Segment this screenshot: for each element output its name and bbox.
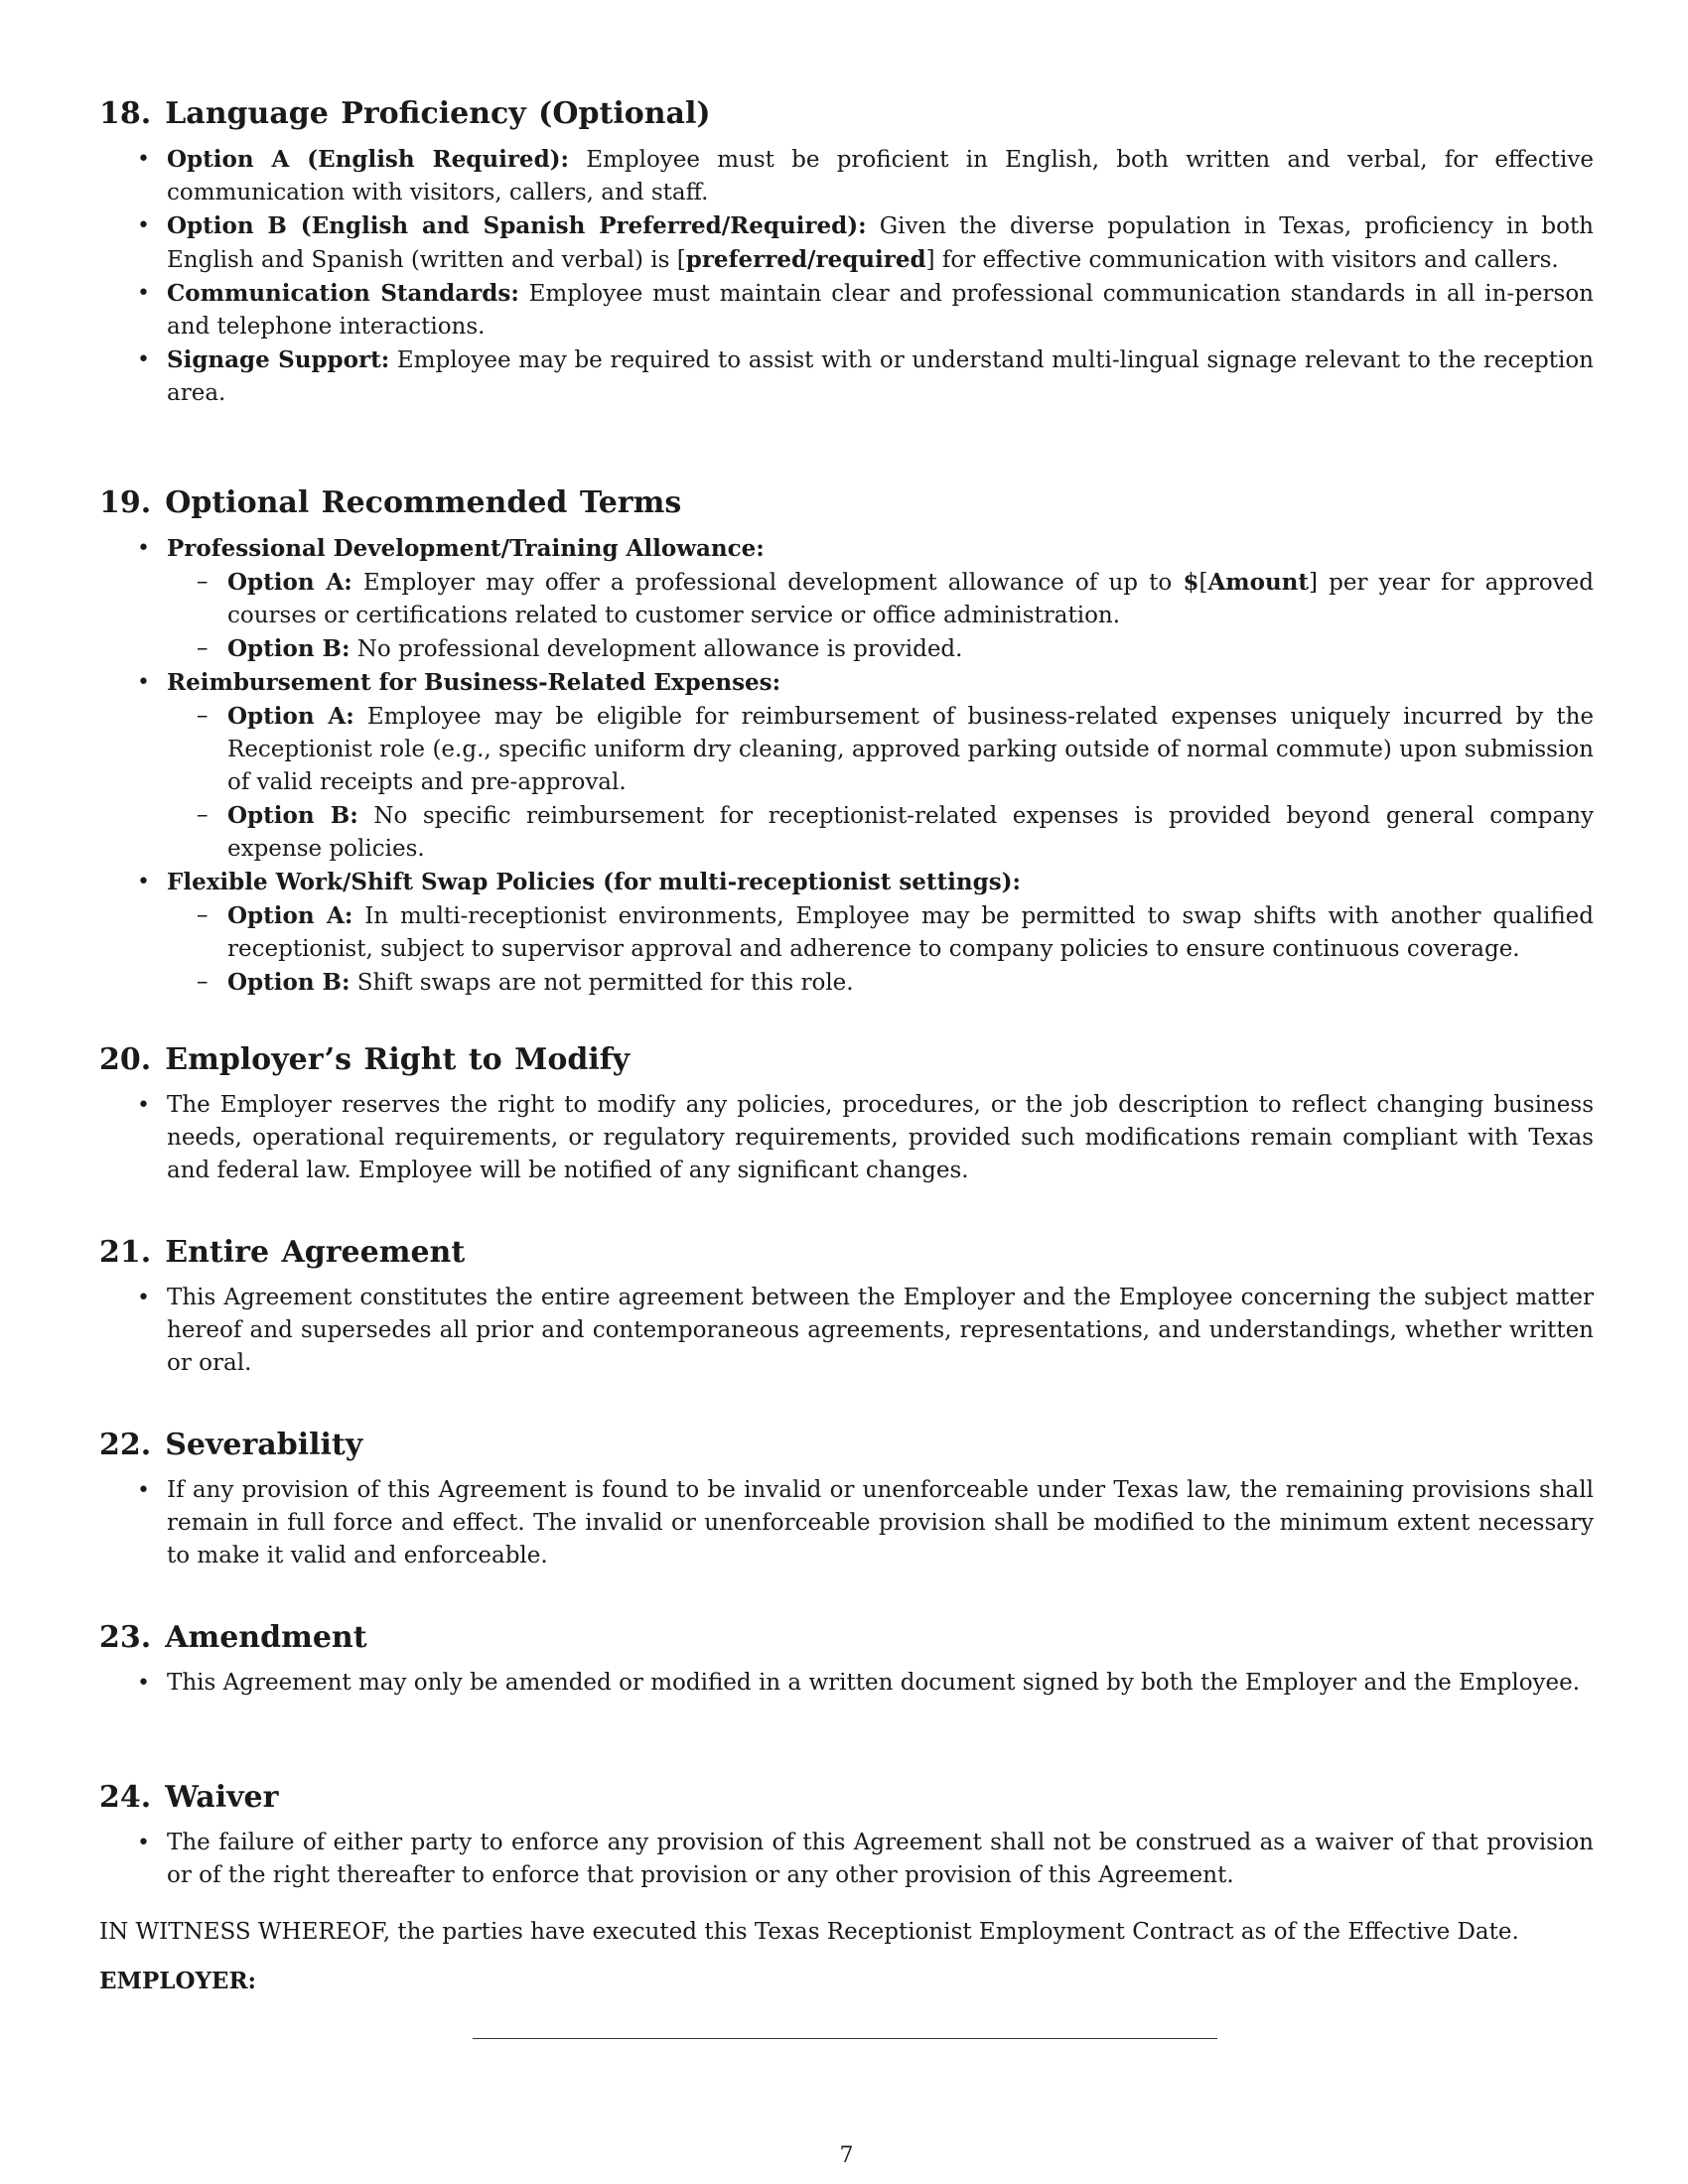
sub-list-item: – Option B: No professional development allowance is provided. — [167, 632, 1594, 666]
section-heading: 23. Amendment — [99, 1620, 367, 1655]
list-item: • Communication Standards: Employee must maintain clear and professional communication standards in all in-person and telephone interactions. — [99, 277, 1594, 343]
sub-list-item: – Option A: In multi-receptionist environments, Employee may be permitted to swap shifts with another qualified receptionist, subject to supervisor approval and adherence to company policies to ensure continuous coverage. — [167, 899, 1594, 966]
section-23 — [99, 1618, 1594, 1700]
list-item: • Option B (English and Spanish Preferred/Required): Given the diverse population in Texas, proficiency in both English and Spanish (written and verbal) is [preferred/required] for effective communication with visitors and callers. — [99, 209, 1594, 277]
sub-list — [167, 700, 1594, 866]
bullet-list — [99, 1827, 1594, 1892]
bullet-list — [99, 1089, 1594, 1187]
sub-list — [167, 899, 1594, 1000]
bullet-list — [99, 532, 1594, 1000]
list-item: • Professional Development/Training Allowance: – Option A: Employer may offer a professional development allowance of up to $[Amount] per year for approved courses or certifications related to customer service or office administration. – Option B: No professional development allowance is provided. — [99, 532, 1594, 666]
sub-list — [167, 566, 1594, 666]
sub-list-item: – Option B: Shift swaps are not permitted for this role. — [167, 966, 1594, 1000]
list-item: • Flexible Work/Shift Swap Policies (for multi-receptionist settings): – Option A: In multi-receptionist environments, Employee may be permitted to swap shifts with another qualified receptionist, subject to supervisor approval and adherence to company policies to ensure continuous coverage. – Option B: Shift swaps are not permitted for this role. — [99, 866, 1594, 1000]
section-20 — [99, 1040, 1594, 1187]
employer-label: EMPLOYER: — [99, 1968, 257, 1994]
bullet-list — [99, 1282, 1594, 1380]
section-18 — [99, 94, 1594, 410]
list-item: • The failure of either party to enforce any provision of this Agreement shall not be construed as a waiver of that provision or of the right thereafter to enforce that provision or any other provision of this Agreement. — [99, 1827, 1594, 1892]
bullet-list — [99, 143, 1594, 410]
sub-list-item: – Option B: No specific reimbursement for receptionist-related expenses is provided beyond general company expense policies. — [167, 799, 1594, 866]
list-item: • This Agreement may only be amended or modified in a written document signed by both the Employer and the Employee. — [99, 1667, 1594, 1700]
section-heading: 19. Optional Recommended Terms — [99, 485, 682, 520]
section-22 — [99, 1426, 1594, 1572]
bullet-list — [99, 1474, 1594, 1572]
section-heading: 22. Severability — [99, 1428, 363, 1462]
list-item: • Signage Support: Employee may be required to assist with or understand multi-lingual signage relevant to the reception area. — [99, 343, 1594, 410]
sub-list-item: – Option A: Employer may offer a professional development allowance of up to $[Amount] per year for approved courses or certifications related to customer service or office administration. — [167, 566, 1594, 632]
section-heading: 20. Employer’s Right to Modify — [99, 1042, 631, 1077]
section-heading: 21. Entire Agreement — [99, 1235, 466, 1270]
section-heading: 24. Waiver — [99, 1780, 279, 1815]
section-21 — [99, 1233, 1594, 1380]
section-24 — [99, 1778, 1594, 1892]
section-19 — [99, 483, 1594, 1000]
page-number: 7 — [839, 2143, 854, 2168]
document-page — [99, 0, 1594, 2184]
list-item: • The Employer reserves the right to modify any policies, procedures, or the job description to reflect changing business needs, operational requirements, or regulatory requirements, provided such modifications remain compliant with Texas and federal law. Employee will be notified of any significant changes. — [99, 1089, 1594, 1187]
witness-statement: IN WITNESS WHEREOF, the parties have executed this Texas Receptionist Employment Contract as of the Effective Date. — [99, 1919, 1519, 1945]
list-item: • Reimbursement for Business-Related Expenses: – Option A: Employee may be eligible for reimbursement of business-related expenses uniquely incurred by the Receptionist role (e.g., specific uniform dry cleaning, approved parking outside of normal commute) upon submission of valid receipts and pre-approval. – Option B: No specific reimbursement for receptionist-related expenses is provided beyond general company expense policies. — [99, 666, 1594, 866]
section-heading: 18. Language Proficiency (Optional) — [99, 96, 711, 131]
sub-list-item: – Option A: Employee may be eligible for reimbursement of business-related expenses uniquely incurred by the Receptionist role (e.g., specific uniform dry cleaning, approved parking outside of normal commute) upon submission of valid receipts and pre-approval. — [167, 700, 1594, 799]
list-item: • If any provision of this Agreement is found to be invalid or unenforceable under Texas law, the remaining provisions shall remain in full force and effect. The invalid or unenforceable provision shall be modified to the minimum extent necessary to make it valid and enforceable. — [99, 1474, 1594, 1572]
list-item: • This Agreement constitutes the entire agreement between the Employer and the Employee concerning the subject matter hereof and supersedes all prior and contemporaneous agreements, representations, and understandings, whether written or oral. — [99, 1282, 1594, 1380]
bullet-list — [99, 1667, 1594, 1700]
signature-line — [473, 2038, 1217, 2039]
list-item: • Option A (English Required): Employee must be proficient in English, both written and verbal, for effective communication with visitors, callers, and staff. — [99, 143, 1594, 209]
